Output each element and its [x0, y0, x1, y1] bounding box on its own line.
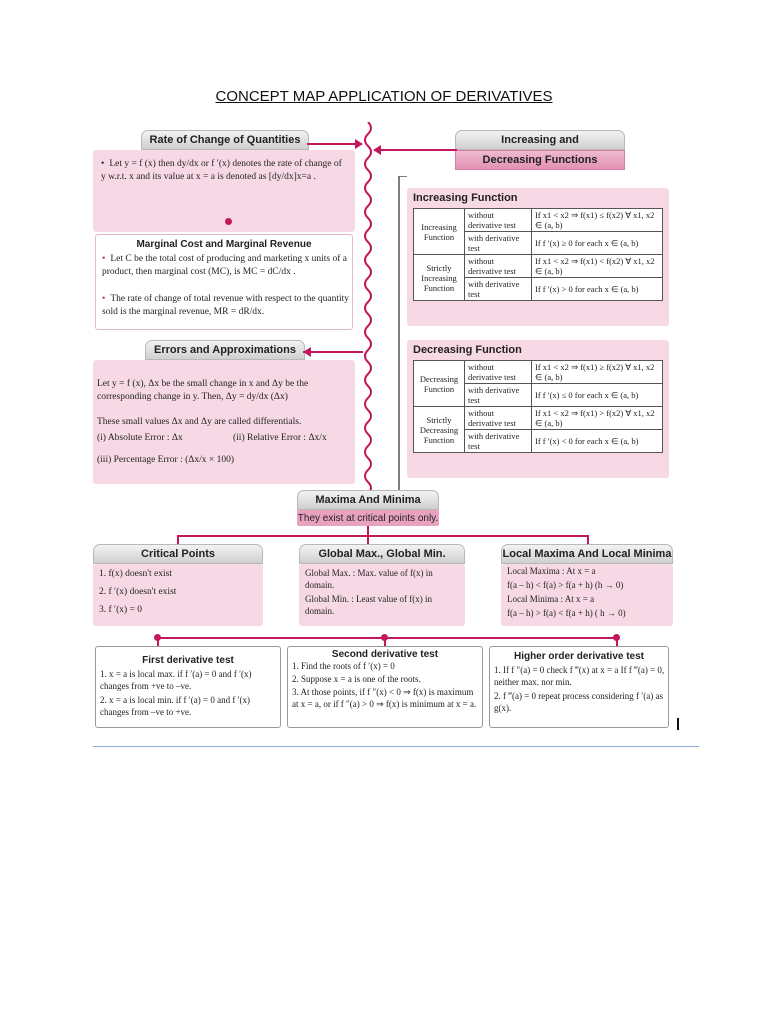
first-test-item: 1. x = a is local max. if f ′(a) = 0 and f ′(x) changes from +ve to –ve. — [100, 669, 252, 691]
global-max: Global Max. : Max. value of f(x) in domain. — [305, 568, 433, 590]
mc-box — [95, 234, 353, 330]
dec-cond1: If x1 < x2 ⇒ f(x1) ≥ f(x2) ∀ x1, x2 ∈ (a, b) — [532, 361, 663, 384]
incdec-tab-group — [455, 130, 625, 170]
percentage-error: (iii) Percentage Error : (Δx/x × 100) — [97, 455, 235, 465]
local-panel — [501, 564, 673, 626]
maxima-tab: Maxima And Minima — [297, 490, 439, 510]
critical-item: 2. f ′(x) doesn't exist — [99, 587, 177, 597]
sdec-test2: with derivative test — [465, 430, 532, 453]
critical-panel — [93, 564, 263, 626]
sdec-row-name: Strictly Decreasing Function — [414, 407, 465, 453]
increasing-heading: Increasing Function — [413, 192, 518, 204]
first-test-box — [95, 646, 281, 728]
errors-line1: Let y = f (x), Δx be the small change in x and Δy be the corresponding change in y. Then, Δy = dy/dx (Δx) — [97, 379, 309, 402]
sinc-cond2: If f ′(x) > 0 for each x ∈ (a, b) — [532, 278, 663, 301]
second-test-item: 2. Suppose x = a is one of the roots. — [292, 674, 421, 684]
errors-arrow — [303, 344, 363, 360]
local-max-label: Local Maxima : At x = a — [507, 566, 596, 576]
higher-test-item: 1. If f ″(a) = 0 check f ‴(x) at x = a If f ‴(a) = 0, neither max. nor min. — [494, 665, 665, 687]
sinc-test2: with derivative test — [465, 278, 532, 301]
sdec-cond1: If x1 < x2 ⇒ f(x1) > f(x2) ∀ x1, x2 ∈ (a, b) — [532, 407, 663, 430]
inc-test2: with derivative test — [465, 232, 532, 255]
inc-cond1: If x1 < x2 ⇒ f(x1) ≤ f(x2) ∀ x1, x2 ∈ (a, b) — [532, 209, 663, 232]
critical-item: 1. f(x) doesn't exist — [99, 569, 172, 579]
rate-tab: Rate of Change of Quantities — [141, 130, 309, 150]
decreasing-panel — [407, 340, 669, 478]
rate-panel — [93, 150, 355, 232]
sinc-cond1: If x1 < x2 ⇒ f(x1) < f(x2) ∀ x1, x2 ∈ (a, b) — [532, 255, 663, 278]
mc-bullet-2: • The rate of change of total revenue with respect to the quantity sold is the marginal revenue, MR = dR/dx. — [102, 293, 350, 319]
errors-panel — [93, 360, 355, 484]
local-tab: Local Maxima And Local Minima — [501, 544, 673, 564]
local-min-cond: f(a – h) > f(a) < f(a + h) ( h → 0) — [507, 608, 626, 618]
errors-line2: These small values Δx and Δy are called differentials. — [97, 417, 302, 427]
dec-test1: without derivative test — [465, 361, 532, 384]
incdec-tab-1: Increasing and — [455, 130, 625, 150]
global-min: Global Min. : Least value of f(x) in domain. — [305, 594, 432, 616]
second-test-item: 1. Find the roots of f ′(x) = 0 — [292, 661, 395, 671]
critical-tab: Critical Points — [93, 544, 263, 564]
increasing-panel — [407, 188, 669, 326]
footer-rule — [93, 746, 699, 747]
local-min-label: Local Minima : At x = a — [507, 594, 595, 604]
second-test-item: 3. At those points, if f ″(x) < 0 ⇒ f(x) is maximum at x = a, or if f ″(a) > 0 ⇒ f(x) is minimum at x = a. — [292, 687, 477, 709]
concept-map — [93, 122, 673, 734]
second-test-box — [287, 646, 483, 728]
global-panel — [299, 564, 465, 626]
mc-heading: Marginal Cost and Marginal Revenue — [136, 239, 312, 250]
first-test-heading: First derivative test — [142, 655, 234, 666]
sdec-cond2: If f ′(x) < 0 for each x ∈ (a, b) — [532, 430, 663, 453]
page-title: CONCEPT MAP APPLICATION OF DERIVATIVES — [215, 88, 553, 105]
incdec-tab-2: Decreasing Functions — [455, 150, 625, 170]
sinc-row-name: Strictly Increasing Function — [414, 255, 465, 301]
higher-test-item: 2. f ‴(a) = 0 repeat process considering f ′(a) as g(x). — [494, 691, 663, 713]
increasing-table — [413, 208, 663, 301]
critical-item: 3. f ′(x) = 0 — [99, 605, 143, 615]
connector-dot — [225, 218, 232, 225]
mc-bullet-1: • Let C be the total cost of producing and marketing x units of a product, then marginal cost (MC), is MC = dC/dx . — [102, 253, 350, 279]
first-test-item: 2. x = a is local min. if f ′(a) = 0 and f ′(x) changes from –ve to +ve. — [100, 695, 251, 717]
global-tab: Global Max., Global Min. — [299, 544, 465, 564]
errors-tab: Errors and Approximations — [145, 340, 305, 360]
inc-cond2: If f ′(x) ≥ 0 for each x ∈ (a, b) — [532, 232, 663, 255]
sinc-test1: without derivative test — [465, 255, 532, 278]
inc-test1: without derivative test — [465, 209, 532, 232]
absolute-error: (i) Absolute Error : Δx — [97, 433, 183, 443]
wavy-connector — [361, 122, 375, 492]
bracket-line — [389, 176, 409, 506]
dec-test2: with derivative test — [465, 384, 532, 407]
local-max-cond: f(a – h) < f(a) > f(a + h) (h → 0) — [507, 580, 624, 590]
second-test-heading: Second derivative test — [331, 649, 439, 660]
maxima-sub: They exist at critical points only. — [297, 510, 439, 526]
dec-cond2: If f ′(x) ≤ 0 for each x ∈ (a, b) — [532, 384, 663, 407]
decreasing-heading: Decreasing Function — [413, 344, 522, 356]
higher-test-heading: Higher order derivative test — [513, 651, 645, 662]
decreasing-table — [413, 360, 663, 453]
inc-row-name: Increasing Function — [414, 209, 465, 255]
sdec-test1: without derivative test — [465, 407, 532, 430]
relative-error: (ii) Relative Error : Δx/x — [233, 433, 327, 443]
higher-test-box — [489, 646, 669, 728]
tree-line — [177, 535, 589, 537]
dec-row-name: Decreasing Function — [414, 361, 465, 407]
incdec-arrow — [373, 142, 457, 158]
rate-text: • Let y = f (x) then dy/dx or f ′(x) denotes the rate of change of y w.r.t. x and its value at x = a is denoted as [dy/dx]x=a . — [101, 158, 347, 184]
text-cursor — [677, 718, 679, 730]
